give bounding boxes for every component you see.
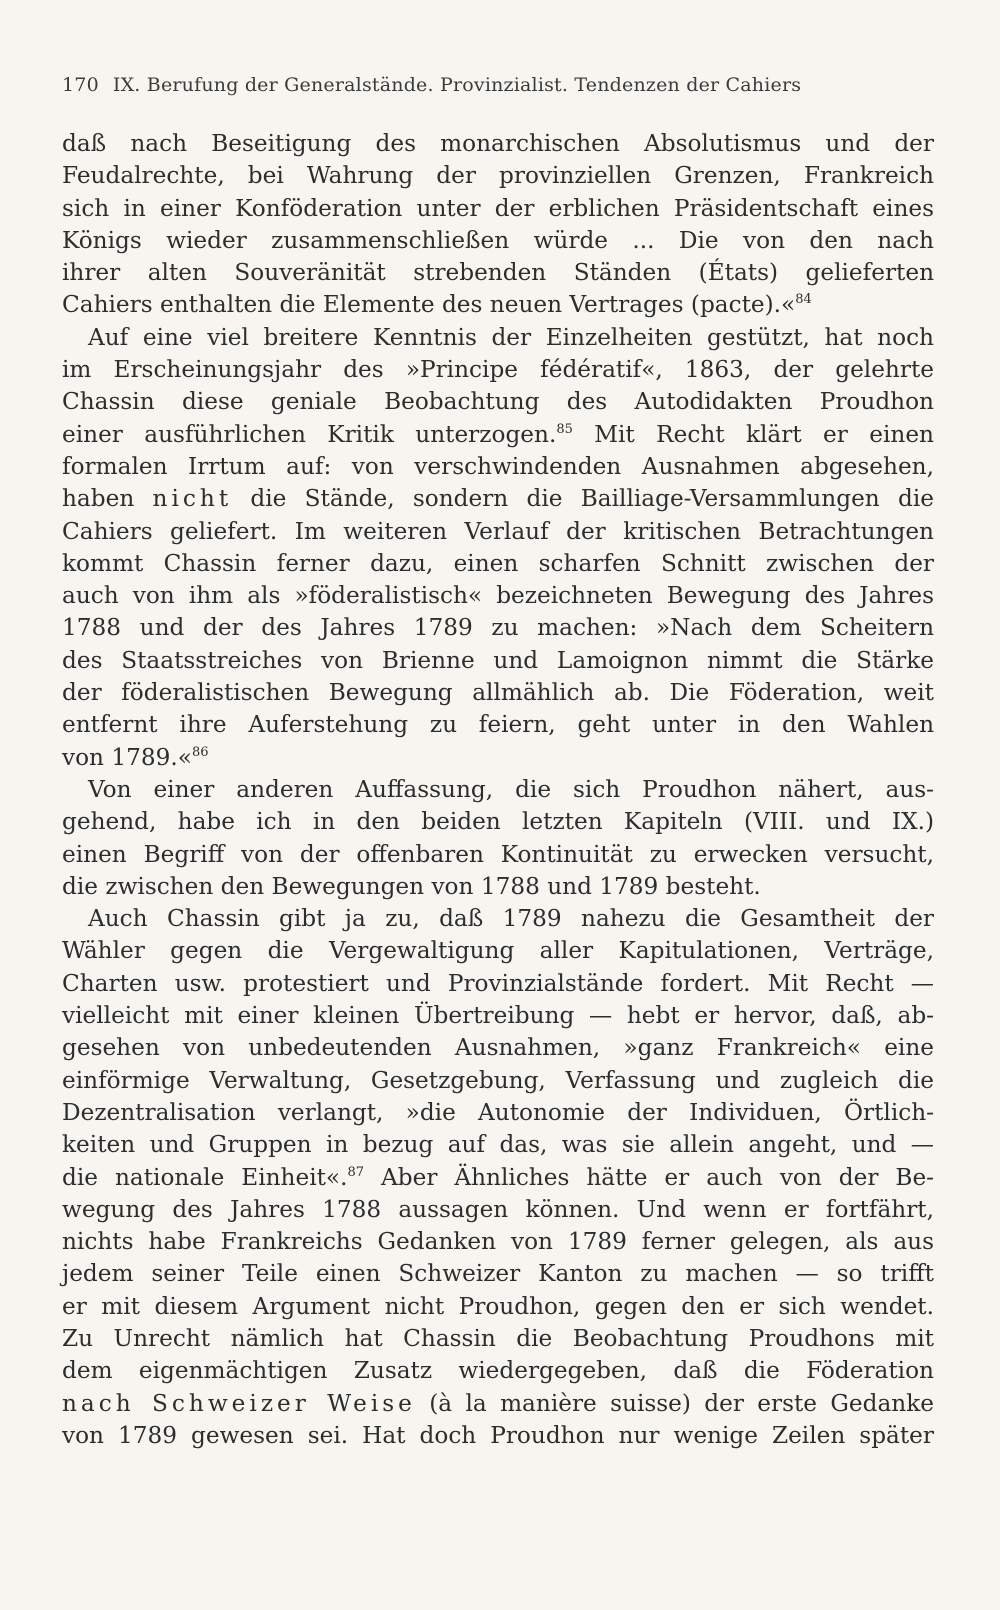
footnote-ref: 84 <box>795 292 812 308</box>
emphasis-text: nach Schweizer Weise <box>62 1389 416 1417</box>
text-segment: Cahiers enthalten die Elemente des neuen Vertrages (pacte).« <box>62 291 796 319</box>
text-line: Cahiers geliefert. Im weiteren Verlauf der kritischen Betrachtungen <box>62 517 934 545</box>
text-line: kommt Chassin ferner dazu, einen scharfen Schnitt zwischen der <box>62 549 934 577</box>
text-segment: die nationale Einheit«. <box>62 1163 348 1191</box>
text-line <box>62 289 934 321</box>
text-line <box>62 1162 934 1194</box>
text-line: gesehen von unbedeutenden Ausnahmen, »ganz Frankreich« eine <box>62 1034 934 1062</box>
page-number: 170 <box>62 74 99 96</box>
text-line: er mit diesem Argument nicht Proudhon, gegen den er sich wendet. <box>62 1292 934 1320</box>
text-line: keiten und Gruppen in bezug auf das, was sie allein angeht, und — <box>62 1131 934 1159</box>
text-line: Auf eine viel breitere Kenntnis der Einzelheiten gestützt, hat noch <box>88 323 934 351</box>
text-line: dem eigenmächtigen Zusatz wiedergegeben, daß die Föderation <box>62 1357 934 1385</box>
text-segment: einer ausführlichen Kritik unterzogen. <box>62 420 557 448</box>
text-line: Zu Unrecht nämlich hat Chassin die Beobachtung Proudhons mit <box>62 1324 934 1352</box>
text-line: Dezentralisation verlangt, »die Autonomie der Individuen, Örtlich- <box>62 1098 934 1126</box>
text-line: Auch Chassin gibt ja zu, daß 1789 nahezu die Gesamtheit der <box>88 905 934 933</box>
text-line: vielleicht mit einer kleinen Übertreibung — hebt er hervor, daß, ab- <box>62 1002 934 1030</box>
text-line: auch von ihm als »föderalistisch« bezeichneten Bewegung des Jahres <box>62 582 934 610</box>
text-segment: haben <box>62 485 153 513</box>
text-line: Chassin diese geniale Beobachtung des Autodidakten Proudhon <box>62 388 934 416</box>
footnote-ref: 87 <box>347 1164 365 1180</box>
text-line: einen Begriff von der offenbaren Kontinuität zu erwecken versucht, <box>62 840 934 868</box>
text-line: ihrer alten Souveränität strebenden Ständen (États) gelieferten <box>62 259 934 287</box>
text-line: formalen Irrtum auf: von verschwindenden Ausnahmen abgesehen, <box>62 452 934 480</box>
text-line: entfernt ihre Auferstehung zu feiern, geht unter in den Wahlen <box>62 711 934 739</box>
text-line: sich in einer Konföderation unter der erblichen Präsidentschaft eines <box>62 194 934 222</box>
text-line: gehend, habe ich in den beiden letzten Kapiteln (VIII. und IX.) <box>62 808 934 836</box>
text-line: nichts habe Frankreichs Gedanken von 1789 ferner gelegen, als aus <box>62 1228 934 1256</box>
text-segment: die Stände, sondern die Bailliage-Versammlungen die <box>232 485 934 513</box>
footnote-ref: 86 <box>191 744 209 760</box>
text-segment: Aber Ähnliches hätte er auch von der Be- <box>364 1163 935 1191</box>
text-line: wegung des Jahres 1788 aussagen können. Und wenn er fortfährt, <box>62 1195 934 1223</box>
text-line <box>62 742 934 774</box>
text-segment: Mit Recht klärt er einen <box>572 420 934 448</box>
text-line: des Staatsstreiches von Brienne und Lamoignon nimmt die Stärke <box>62 646 934 674</box>
text-line: Königs wieder zusammenschließen würde ... Die von den nach <box>62 226 934 254</box>
text-line: Wähler gegen die Vergewaltigung aller Kapitulationen, Verträge, <box>62 937 934 965</box>
running-header <box>62 74 912 96</box>
running-title: IX. Berufung der Generalstände. Provinzialist. Tendenzen der Cahiers <box>112 74 802 96</box>
text-line: im Erscheinungsjahr des »Principe fédératif«, 1863, der gelehrte <box>62 356 934 384</box>
text-line: von 1789 gewesen sei. Hat doch Proudhon nur wenige Zeilen später <box>62 1421 934 1449</box>
text-line <box>62 483 934 515</box>
text-line: Feudalrechte, bei Wahrung der provinziellen Grenzen, Frankreich <box>62 162 934 190</box>
text-segment: von 1789.« <box>62 743 192 771</box>
text-line <box>62 1388 934 1420</box>
footnote-ref: 85 <box>556 421 573 437</box>
text-line: Von einer anderen Auffassung, die sich Proudhon nähert, aus- <box>88 775 934 803</box>
text-line <box>62 419 934 451</box>
text-line: jedem seiner Teile einen Schweizer Kanton zu machen — so trifft <box>62 1260 934 1288</box>
text-line: die zwischen den Bewegungen von 1788 und 1789 besteht. <box>62 872 761 900</box>
text-segment: (à la manière suisse) der erste Gedanke <box>415 1389 934 1417</box>
text-line: daß nach Beseitigung des monarchischen Absolutismus und der <box>62 130 934 157</box>
text-line: der föderalistischen Bewegung allmählich ab. Die Föderation, weit <box>62 679 934 707</box>
text-line: Charten usw. protestiert und Provinzialstände fordert. Mit Recht — <box>62 969 934 997</box>
text-line: 1788 und der des Jahres 1789 zu machen: »Nach dem Scheitern <box>62 614 934 642</box>
emphasis-text: nicht <box>152 485 233 513</box>
text-line: einförmige Verwaltung, Gesetzgebung, Verfassung und zugleich die <box>62 1066 934 1094</box>
body-text <box>62 128 934 1452</box>
